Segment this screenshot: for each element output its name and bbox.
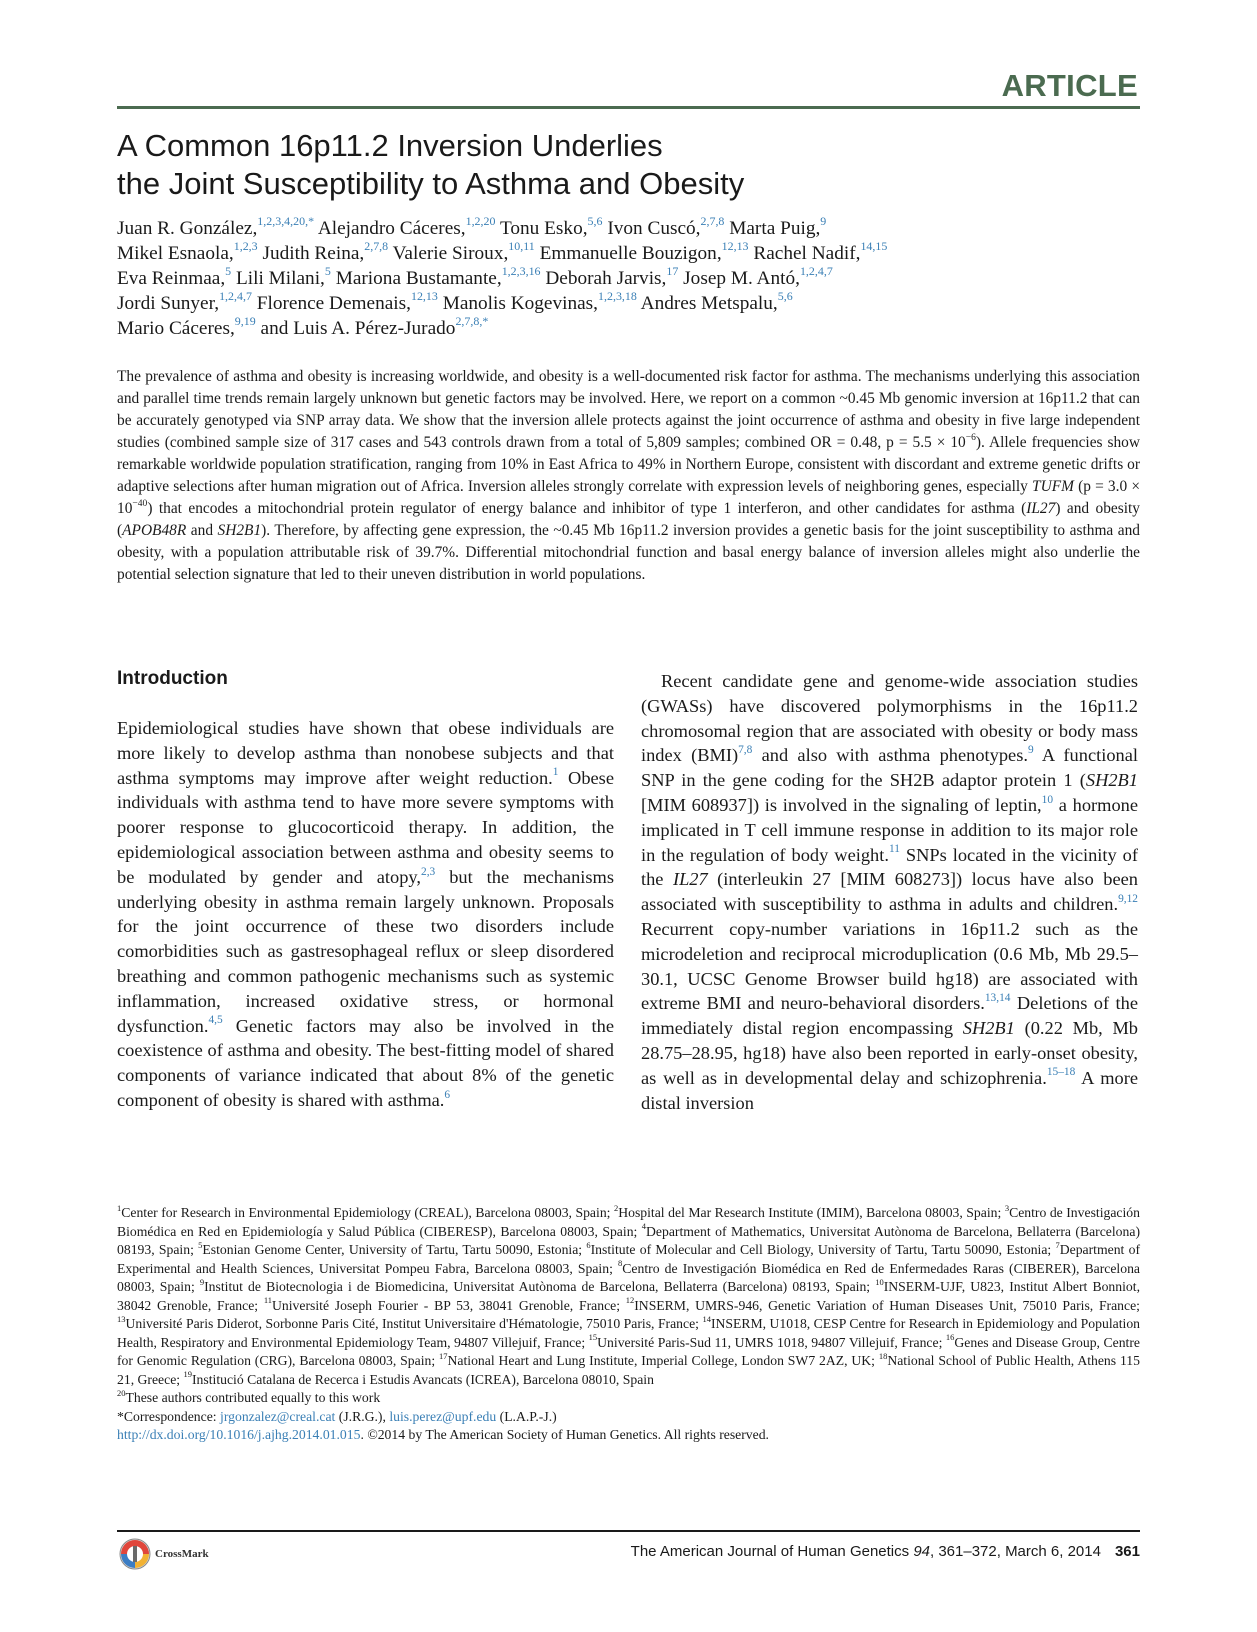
copyright: . ©2014 by The American Society of Human Genetics. All rights reserved. <box>360 1427 769 1442</box>
footnotes <box>117 1204 1140 1445</box>
author-affiliation-sup[interactable]: 1,2,3,4,20,* <box>257 214 315 229</box>
body-text: Deletions of the immediately distal region encompassing <box>641 993 1138 1039</box>
footnote-number: 4 <box>641 1221 647 1232</box>
abstract-text: ) that encodes a mitochondrial protein regulator of energy balance and inhibitor of type 1 interferon, and other candidates for asthma ( <box>147 500 1027 517</box>
doi-link[interactable]: http://dx.doi.org/10.1016/j.ajhg.2014.01.015 <box>117 1427 361 1442</box>
gene-name: SH2B1 <box>1085 770 1138 791</box>
affiliation-text: INSERM, U1018, CESP Centre for Research in Epidemiology and Population Health, Respiratory and Environmental Epidemiology Team, 94807 Villejuif, France; <box>117 1316 1141 1350</box>
author-name: Mikel Esnaola, <box>117 243 234 264</box>
citation-link[interactable]: 2,3 <box>421 865 436 878</box>
author-affiliation-sup[interactable]: 1,2,3,16 <box>501 264 541 279</box>
footnote-number: 17 <box>439 1350 448 1361</box>
affiliation-text: Hospital del Mar Research Institute (IMIM), Barcelona 08003, Spain; <box>618 1205 1005 1220</box>
citation-link[interactable]: 4,5 <box>208 1014 223 1027</box>
initials: (J.R.G.), <box>335 1408 390 1424</box>
body-text: Recent candidate gene and genome-wide association studies (GWASs) have discovered polymorphisms in the 16p11.2 chromosomal region that are associated with obesity or body mass index (BMI) <box>641 671 1138 766</box>
body-text: and also with asthma phenotypes. <box>752 745 1028 766</box>
email-link[interactable]: luis.perez@upf.edu <box>389 1408 497 1424</box>
footnote-number: 18 <box>878 1350 888 1361</box>
abstract-text: and <box>186 522 218 539</box>
gene-name: SH2B1 <box>962 1018 1015 1039</box>
citation-link[interactable]: 9 <box>1027 744 1034 757</box>
affiliation-text: National School of Public Health, Athens 115 21, Greece; <box>117 1353 1140 1387</box>
author-affiliation-sup[interactable]: 17 <box>666 264 679 279</box>
body-text: A functional SNP in the gene coding for the SH2B adaptor protein 1 ( <box>641 745 1138 791</box>
footer-rule <box>117 1530 1140 1532</box>
intro-paragraph <box>117 716 614 1113</box>
journal-citation <box>631 1543 1140 1560</box>
equal-contribution-note <box>117 1389 1140 1408</box>
body-text: (0.22 Mb, Mb 28.75–28.95, hg18) have also been reported in early-onset obesity, as well as in developmental delay and schizophrenia. <box>641 1018 1138 1088</box>
title-line: A Common 16p11.2 Inversion Underlies <box>117 128 663 163</box>
author-line <box>117 266 1147 291</box>
author-affiliation-sup[interactable]: 9,19 <box>234 314 256 329</box>
footnote-number: 12 <box>625 1295 635 1306</box>
abstract-text: ). Allele frequencies show remarkable worldwide population stratification, ranging from 10% in East Africa to 49% in Northern Europe, consistent with discordant and extreme genetic drifts or adaptive selections after human migration out of Africa. Inversion alleles strongly correlate with expression levels of neighboring genes, especially <box>117 434 1140 495</box>
author-affiliation-sup[interactable]: 1,2,3,18 <box>598 289 637 304</box>
article-title <box>117 127 1017 203</box>
affiliation-text: INSERM-UJF, U823, Institut Albert Bonniot, 38042 Grenoble, France; <box>117 1279 1140 1313</box>
author-affiliation-sup[interactable]: 5,6 <box>777 289 793 304</box>
author-name: Mario Cáceres, <box>117 318 235 339</box>
page-number: 361 <box>1114 1543 1140 1560</box>
author-name: Mariona Bustamante, <box>335 268 502 289</box>
affiliations <box>117 1204 1140 1389</box>
abstract-text: ). Therefore, by affecting gene expression, the ~0.45 Mb 16p11.2 inversion provides a genetic basis for the joint susceptibility to asthma and obesity, with a population attributable risk of 39.7%. Differential mitochondrial function and basal energy balance of inversion alleles might also underlie the potential selection signature that led to their uneven distribution in world populations. <box>117 522 1140 583</box>
author-affiliation-sup[interactable]: 2,7,8 <box>700 214 725 229</box>
affiliation-text: Estonian Genome Center, University of Tartu, Tartu 50090, Estonia; <box>202 1242 587 1257</box>
journal-name: The American Journal of Human Genetics <box>630 1543 914 1560</box>
correspondence <box>117 1408 1140 1427</box>
citation-link[interactable]: 10 <box>1041 793 1054 806</box>
author-affiliation-sup[interactable]: 2,7,8 <box>364 239 389 254</box>
footnote-number: 5 <box>198 1239 203 1250</box>
author-affiliation-sup[interactable]: 1,2,20 <box>465 214 496 229</box>
author-name: Eva Reinmaa, <box>117 268 226 289</box>
author-affiliation-sup[interactable]: 5 <box>225 264 232 279</box>
author-line <box>117 291 1147 316</box>
author-name: Florence Demenais, <box>256 293 411 314</box>
gene-name: SH2B1 <box>217 522 262 539</box>
volume: 94 <box>913 1543 930 1560</box>
citation-link[interactable]: 11 <box>888 843 900 856</box>
citation-link[interactable]: 9,12 <box>1118 892 1138 905</box>
footnote-number: 10 <box>875 1276 884 1287</box>
author-line <box>117 216 1147 241</box>
abstract-text: (p = 3.0 × 10 <box>117 478 1141 517</box>
article-type-label: ARTICLE <box>1001 68 1138 103</box>
body-text: a hormone implicated in T cell immune response in addition to its major role in the regulation of body weight. <box>641 794 1138 865</box>
affiliation-text: Department of Experimental and Health Sciences, Universitat Pompeu Fabra, Barcelona 08003, Spain; <box>117 1242 1141 1276</box>
author-affiliation-sup[interactable]: 10,11 <box>508 239 535 254</box>
correspondence-label: *Correspondence: <box>117 1408 221 1424</box>
author-list <box>117 216 1147 341</box>
citation-link[interactable]: 15–18 <box>1046 1066 1076 1079</box>
author-affiliation-sup[interactable]: 5,6 <box>587 214 603 229</box>
abstract-text: The prevalence of asthma and obesity is increasing worldwide, and obesity is a well-documented risk factor for asthma. The mechanisms underlying this association and parallel time trends remain largely unknown but genetic factors may be involved. Here, we report on a common ~0.45 Mb genomic inversion at 16p11.2 that can be accurately genotyped via SNP array data. We show that the inversion allele protects against the joint occurrence of asthma and obesity in five large independent studies (combined sample size of 317 cases and 543 controls drawn from a total of 5,809 samples; combined OR = 0.48, p = 5.5 × 10 <box>117 368 1140 451</box>
footnote-number: 16 <box>945 1332 955 1343</box>
affiliation-text: Université Paris-Sud 11, UMRS 1018, 94807 Villejuif, France; <box>597 1334 946 1350</box>
author-name: Marta Puig, <box>729 218 821 239</box>
body-text: A more distal inversion <box>641 1067 1139 1113</box>
author-affiliation-sup[interactable]: 1,2,3 <box>233 239 258 254</box>
affiliation-text: Institució Catalana de Recerca i Estudis Avancats (ICREA), Barcelona 08010, Spain <box>191 1371 654 1387</box>
right-column <box>641 669 1138 1115</box>
footnote-number: 8 <box>618 1258 623 1269</box>
author-affiliation-sup[interactable]: 1,2,4,7 <box>799 264 833 279</box>
author-name: Judith Reina, <box>262 243 365 264</box>
citation-link[interactable]: 13,14 <box>984 992 1011 1005</box>
footnote-number: 2 <box>613 1202 619 1213</box>
gene-name: APOB48R <box>122 522 187 539</box>
footnote-number: 19 <box>183 1369 192 1380</box>
affiliation-text: Université Joseph Fourier - BP 53, 38041 Grenoble, France; <box>272 1297 626 1313</box>
author-name: Manolis Kogevinas, <box>442 293 599 314</box>
affiliation-text: Université Paris Diderot, Sorbonne Paris Cité, Institut Universitaire d'Hématologie, 75010 Paris, France; <box>125 1316 703 1331</box>
body-text: Genetic factors may also be involved in the coexistence of asthma and obesity. The best-fitting model of shared components of variance indicated that about 8% of the genetic component of obesity is shared with asthma. <box>117 1015 614 1110</box>
section-heading: Introduction <box>117 668 228 689</box>
gene-name: TUFM <box>1032 478 1074 495</box>
pages-date: , 361–372, March 6, 2014 <box>930 1543 1101 1560</box>
author-name: Emmanuelle Bouzigon, <box>539 243 722 264</box>
body-text: but the mechanisms underlying obesity in asthma remain largely unknown. Proposals for the joint occurrence of these two disorders include comorbidities such as gastresophageal reflux or sleep disordered breathing and common pathogenic mechanisms such as systemic inflammation, increased oxidative stress, or hormonal dysfunction. <box>117 866 614 1036</box>
author-affiliation-sup[interactable]: 5 <box>324 264 331 279</box>
affiliation-text: Center for Research in Environmental Epidemiology (CREAL), Barcelona 08003, Spain; <box>121 1205 614 1220</box>
affiliation-text: Institut de Biotecnologia i de Biomedicina, Universitat Autònoma de Barcelona, Bellaterra (Barcelona) 08193, Spain; <box>204 1279 876 1294</box>
gene-name: IL27 <box>1026 500 1056 517</box>
doi-line <box>117 1426 1140 1445</box>
footnote-number: 6 <box>586 1239 591 1250</box>
author-name: Josep M. Antó, <box>683 268 800 289</box>
affiliation-text: Genes and Disease Group, Centre for Genomic Regulation (CRG), Barcelona 08003, Spain; <box>117 1334 1140 1368</box>
intro-paragraph <box>641 669 1138 1115</box>
author-name: Deborah Jarvis, <box>545 268 667 289</box>
author-name: and Luis A. Pérez-Jurado <box>260 318 456 339</box>
body-text: (interleukin 27 [MIM 608273]) locus have also been associated with susceptibility to asthma in adults and children. <box>641 869 1138 915</box>
affiliation-text: Centro de Investigación Biomédica en Red en Epidemiología y Salud Pública (CIBERESP), Barcelona 08003, Spain; <box>117 1205 1140 1239</box>
affiliation-text: Department of Mathematics, Universitat Autònoma de Barcelona, Bellaterra (Barcelona) 08193, Spain; <box>117 1223 1140 1257</box>
author-affiliation-sup[interactable]: 2,7,8,* <box>455 314 489 329</box>
exponent: −40 <box>132 497 148 509</box>
footnote-number: 9 <box>199 1276 205 1287</box>
citation-link[interactable]: 7,8 <box>738 744 753 757</box>
affiliation-text: Centro de Investigación Biomédica en Red de Enfermedades Raras (CIBERER), Barcelona 08003, Spain; <box>117 1260 1140 1294</box>
email-link[interactable]: jrgonzalez@creal.cat <box>220 1408 336 1424</box>
crossmark-icon <box>119 1538 151 1570</box>
author-affiliation-sup[interactable]: 12,13 <box>410 289 438 304</box>
note-text: These authors contributed equally to this work <box>125 1390 381 1405</box>
affiliation-text: INSERM, UMRS-946, Genetic Variation of Human Diseases Unit, 75010 Paris, France; <box>634 1297 1140 1313</box>
footnote-number: 20 <box>117 1387 126 1398</box>
author-affiliation-sup[interactable]: 1,2,4,7 <box>219 289 252 304</box>
author-name: Rachel Nadif, <box>753 243 861 264</box>
footnote-number: 13 <box>117 1313 126 1324</box>
citation-link[interactable]: 1 <box>552 766 559 779</box>
exponent: −6 <box>965 431 976 443</box>
author-name: Alejandro Cáceres, <box>317 218 466 239</box>
body-text: SNPs located in the vicinity of the <box>641 844 1138 890</box>
body-text: [MIM 608937]) is involved in the signaling of leptin, <box>641 794 1042 815</box>
initials: (L.A.P.-J.) <box>496 1408 557 1424</box>
author-name: Tonu Esko, <box>499 218 588 239</box>
author-affiliation-sup[interactable]: 9 <box>820 214 827 229</box>
footnote-number: 14 <box>702 1313 711 1324</box>
author-name: Valerie Siroux, <box>392 243 509 264</box>
abstract-text: ) and obesity ( <box>117 500 1140 539</box>
footnote-number: 15 <box>588 1332 598 1343</box>
author-line <box>117 241 1147 266</box>
affiliation-text: Institute of Molecular and Cell Biology, University of Tartu, Tartu 50090, Estonia; <box>590 1242 1056 1257</box>
affiliation-text: National Heart and Lung Institute, Imperial College, London SW7 2AZ, UK; <box>447 1353 879 1368</box>
header-rule <box>117 106 1140 109</box>
crossmark-badge[interactable] <box>119 1538 209 1570</box>
author-name: Lili Milani, <box>235 268 325 289</box>
gene-name: IL27 <box>672 869 708 890</box>
author-name: Ivon Cuscó, <box>607 218 701 239</box>
author-affiliation-sup[interactable]: 14,15 <box>860 239 888 254</box>
author-name: Jordi Sunyer, <box>117 293 220 314</box>
left-column <box>117 667 614 1113</box>
author-name: Juan R. González, <box>117 218 258 239</box>
footnote-number: 1 <box>117 1202 122 1213</box>
author-affiliation-sup[interactable]: 12,13 <box>721 239 749 254</box>
crossmark-label: CrossMark <box>155 1548 209 1560</box>
abstract <box>117 366 1140 586</box>
author-line <box>117 316 1147 341</box>
footnote-number: 7 <box>1055 1239 1060 1250</box>
title-line: the Joint Susceptibility to Asthma and Obesity <box>117 166 745 201</box>
body-text: Epidemiological studies have shown that obese individuals are more likely to develop asthma than nonobese subjects and that asthma symptoms may improve after weight reduction. <box>117 718 614 788</box>
footnote-number: 11 <box>263 1295 273 1306</box>
body-text: Recurrent copy-number variations in 16p11.2 such as the microdeletion and reciprocal microduplication (0.6 Mb, Mb 29.5–30.1, UCSC Genome Browser build hg18) are associated with extreme BMI and neuro-behavioral disorders. <box>641 918 1138 1014</box>
body-text: Obese individuals with asthma tend to have more severe symptoms with poorer response to glucocorticoid therapy. In addition, the epidemiological association between asthma and obesity seems to be modulated by gender and atopy, <box>117 767 614 887</box>
footnote-number: 3 <box>1004 1202 1010 1213</box>
author-name: Andres Metspalu, <box>640 293 778 314</box>
citation-link[interactable]: 6 <box>444 1088 451 1101</box>
